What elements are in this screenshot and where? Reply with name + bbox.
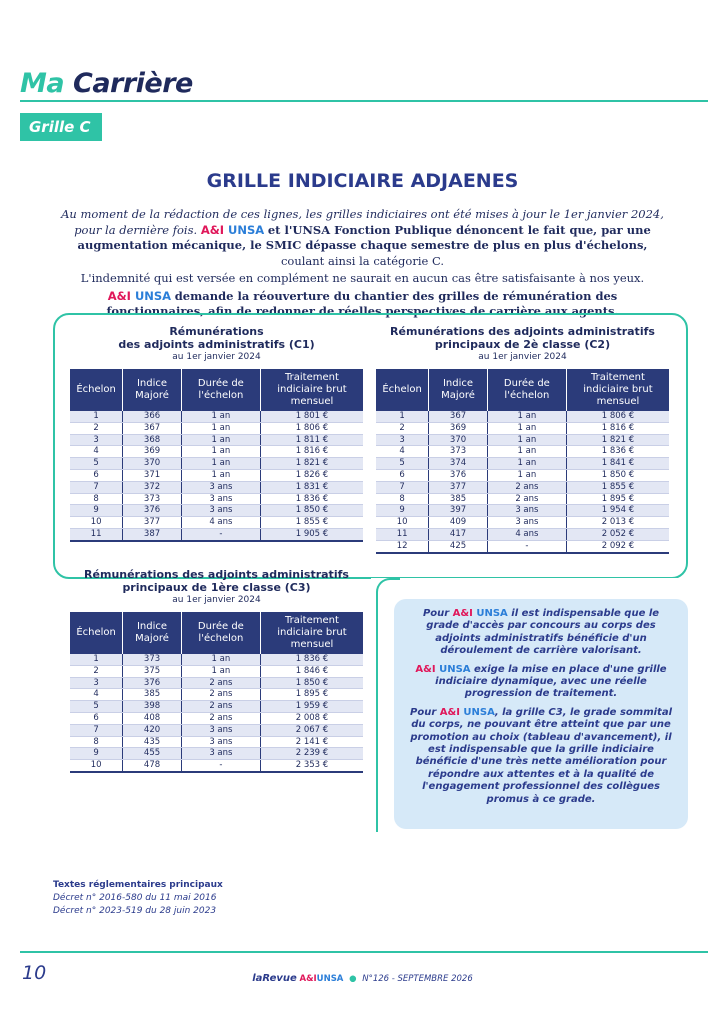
table-cell: 420 — [123, 724, 182, 736]
table-cell: - — [181, 760, 260, 772]
table-row — [70, 701, 363, 713]
table-cell: 373 — [429, 446, 488, 458]
table-row — [376, 528, 669, 540]
table-cell: 4 ans — [487, 528, 566, 540]
table-row — [70, 528, 363, 540]
table-cell: 7 — [70, 724, 123, 736]
table-row — [70, 458, 363, 470]
table-row — [376, 481, 669, 493]
table-cell: 1 — [376, 411, 429, 422]
table-cell: 2 141 € — [260, 736, 363, 748]
brand-logo-text: A&I UNSA — [439, 706, 495, 718]
table-row — [70, 469, 363, 481]
table-cell: 1 an — [487, 422, 566, 434]
table-cell: 2 239 € — [260, 748, 363, 760]
table-row — [70, 481, 363, 493]
table-cell: 2 ans — [181, 677, 260, 689]
brand-logo-text: A&I UNSA — [452, 608, 508, 619]
table-cell: 1 895 € — [566, 493, 669, 505]
table-c3 — [70, 612, 363, 773]
table-cell: 1 an — [181, 469, 260, 481]
table-cell: 2 353 € — [260, 760, 363, 772]
callout-paragraph-3: , la grille C3, le grade sommital du corps, ne pouvant être atteint que par une promotion au choix (tableau d'avancement), il est indispensable que la grille indiciaire bénéficie d'une très nette amélioration pour répondre aux attentes et à la qualité de l'engagement professionnel des collègues promus à ce grade. — [410, 706, 672, 805]
table-cell: 2 067 € — [260, 724, 363, 736]
table-cell: 1 905 € — [260, 528, 363, 540]
column-header: Échelon — [70, 369, 123, 411]
table-c2-block — [376, 325, 669, 554]
table-row — [70, 736, 363, 748]
table-cell: 1 850 € — [566, 469, 669, 481]
table-cell: 11 — [376, 528, 429, 540]
table-cell: 374 — [429, 458, 488, 470]
table-cell: 2 — [70, 422, 123, 434]
table-cell: 2 ans — [487, 481, 566, 493]
table-cell: 367 — [123, 422, 182, 434]
table-cell: 376 — [123, 505, 182, 517]
table-row — [376, 446, 669, 458]
table-cell: 1 an — [487, 458, 566, 470]
table-row — [70, 665, 363, 677]
table-cell: 10 — [70, 517, 123, 529]
table-c2-title: Rémunérations des adjoints administratifs principaux de 2è classe (C2) — [390, 325, 655, 351]
table-cell: 1 an — [487, 446, 566, 458]
table-cell: 2 ans — [181, 701, 260, 713]
column-header: Échelon — [376, 369, 429, 411]
table-cell: 2 092 € — [566, 540, 669, 552]
table-cell: 1 855 € — [260, 517, 363, 529]
table-cell: 397 — [429, 505, 488, 517]
table-cell: 3 — [70, 434, 123, 446]
table-cell: 3 ans — [487, 505, 566, 517]
table-cell: 1 — [70, 654, 123, 665]
table-cell: 3 ans — [181, 481, 260, 493]
table-cell: 1 an — [181, 458, 260, 470]
table-c3-block — [70, 568, 363, 773]
table-row — [70, 689, 363, 701]
table-row — [70, 712, 363, 724]
section-title-part2: Carrière — [73, 68, 193, 99]
table-c2-subtitle: au 1er janvier 2024 — [478, 352, 567, 362]
table-cell: 10 — [376, 517, 429, 529]
table-cell: 1 846 € — [260, 665, 363, 677]
table-cell: 398 — [123, 701, 182, 713]
column-header: Indice Majoré — [123, 612, 182, 654]
table-c1-subtitle: au 1er janvier 2024 — [172, 352, 261, 362]
footer-magazine — [0, 973, 725, 984]
table-row — [70, 411, 363, 422]
table-cell: 9 — [376, 505, 429, 517]
table-cell: 6 — [70, 469, 123, 481]
magazine-name: laRevue — [252, 973, 297, 984]
section-title — [20, 68, 193, 99]
table-row — [70, 748, 363, 760]
table-cell: 367 — [429, 411, 488, 422]
column-header: Indice Majoré — [123, 369, 182, 411]
table-row — [376, 411, 669, 422]
column-header: Durée de l'échelon — [181, 369, 260, 411]
intro-line3: L'indemnité qui est versée en complément ne saurait en aucun cas être satisfaisante à nos yeux. — [80, 271, 645, 285]
table-cell: 4 — [70, 446, 123, 458]
table-cell: 5 — [376, 458, 429, 470]
table-cell: 3 — [70, 677, 123, 689]
table-cell: 8 — [376, 493, 429, 505]
table-cell: 1 826 € — [260, 469, 363, 481]
table-cell: 1 an — [181, 411, 260, 422]
table-cell: 4 — [376, 446, 429, 458]
table-cell: 9 — [70, 748, 123, 760]
table-cell: 369 — [123, 446, 182, 458]
column-header: Indice Majoré — [429, 369, 488, 411]
table-cell: 1 954 € — [566, 505, 669, 517]
column-header: Traitement indiciaire brut mensuel — [260, 612, 363, 654]
table-cell: 2 013 € — [566, 517, 669, 529]
table-cell: 1 an — [181, 422, 260, 434]
table-cell: 1 821 € — [566, 434, 669, 446]
callout-box: Pour A&I UNSA il est indispensable que le grade d'accès par concours au corps des adjoints administratifs bénéficie d'un déroulement de carrière valorisant. A&I UNSA exige la mise en place d'une grille indiciaire dynamique, avec une réelle progression de traitement. Pour A&I UNSA, la grille C3, le grade sommital du corps, ne pouvant être atteint que par une promotion au choix (tableau d'avancement), il est indispensable que la grille indiciaire bénéficie d'une très nette amélioration pour répondre aux attentes et à la qualité de l'engagement professionnel des collègues promus à ce grade. — [394, 599, 688, 829]
table-c2 — [376, 369, 669, 554]
table-cell: 2 008 € — [260, 712, 363, 724]
table-cell: 1 an — [181, 446, 260, 458]
table-cell: 3 ans — [181, 724, 260, 736]
table-cell: 3 ans — [181, 493, 260, 505]
table-cell: 1 806 € — [260, 422, 363, 434]
table-cell: - — [181, 528, 260, 540]
table-row — [70, 422, 363, 434]
table-c3-subtitle: au 1er janvier 2024 — [172, 595, 261, 605]
table-cell: 1 an — [181, 434, 260, 446]
table-cell: 4 ans — [181, 517, 260, 529]
table-cell: 8 — [70, 493, 123, 505]
table-cell: 2 ans — [181, 712, 260, 724]
table-row — [376, 540, 669, 552]
table-cell: 4 — [70, 689, 123, 701]
table-cell: 368 — [123, 434, 182, 446]
section-badge: Grille C — [20, 113, 102, 141]
reference-item: Décret n° 2023-519 du 28 juin 2023 — [53, 906, 217, 916]
table-cell: 425 — [429, 540, 488, 552]
table-cell: 8 — [70, 736, 123, 748]
table-cell: 376 — [429, 469, 488, 481]
table-row — [376, 469, 669, 481]
table-row — [70, 505, 363, 517]
table-cell: 408 — [123, 712, 182, 724]
table-row — [70, 493, 363, 505]
table-cell: 12 — [376, 540, 429, 552]
table-cell: 366 — [123, 411, 182, 422]
callout-paragraph-2: exige la mise en place d'une grille indiciaire dynamique, avec une réelle progression de traitement. — [435, 663, 667, 700]
table-cell: 377 — [123, 517, 182, 529]
separator-dot: ● — [349, 974, 357, 984]
table-cell: 3 ans — [487, 517, 566, 529]
column-header: Échelon — [70, 612, 123, 654]
callout-paragraph-1: il est indispensable que le grade d'accès par concours au corps des adjoints administratifs bénéficie d'un déroulement de carrière valorisant. — [426, 608, 660, 657]
table-cell: 2 ans — [181, 689, 260, 701]
table-cell: 1 850 € — [260, 505, 363, 517]
table-cell: 373 — [123, 654, 182, 665]
table-row — [376, 517, 669, 529]
table-row — [70, 654, 363, 665]
table-cell: 9 — [70, 505, 123, 517]
table-row — [70, 434, 363, 446]
intro-line1: Au moment de la rédaction de ces lignes, les grilles indiciaires ont été mises à jour le 1er janvier 2024, — [61, 207, 664, 221]
table-cell: 409 — [429, 517, 488, 529]
table-cell: 372 — [123, 481, 182, 493]
table-cell: 3 ans — [181, 736, 260, 748]
page-title: GRILLE INDICIAIRE ADJAENES — [206, 170, 519, 192]
table-cell: 1 850 € — [260, 677, 363, 689]
table-cell: 1 836 € — [260, 493, 363, 505]
brand-logo-text: A&I UNSA — [200, 222, 265, 237]
table-cell: 1 836 € — [260, 654, 363, 665]
table-cell: 1 816 € — [566, 422, 669, 434]
column-header: Durée de l'échelon — [181, 612, 260, 654]
table-cell: 371 — [123, 469, 182, 481]
table-cell: 478 — [123, 760, 182, 772]
table-cell: 370 — [123, 458, 182, 470]
column-header: Traitement indiciaire brut mensuel — [260, 369, 363, 411]
footer-divider — [20, 951, 708, 953]
table-cell: 6 — [70, 712, 123, 724]
table-cell: 385 — [429, 493, 488, 505]
column-header: Traitement indiciaire brut mensuel — [566, 369, 669, 411]
table-cell: - — [487, 540, 566, 552]
references — [53, 879, 223, 918]
header-divider — [20, 100, 708, 102]
table-c1-title: Rémunérations des adjoints administratifs (C1) — [118, 325, 315, 351]
table-cell: 1 — [70, 411, 123, 422]
table-cell: 387 — [123, 528, 182, 540]
brand-logo-text: A&IUNSA — [299, 974, 344, 984]
table-cell: 1 an — [487, 434, 566, 446]
table-cell: 376 — [123, 677, 182, 689]
reference-item: Décret n° 2016-580 du 11 mai 2016 — [53, 893, 217, 903]
table-cell: 377 — [429, 481, 488, 493]
references-title: Textes réglementaires principaux — [53, 880, 223, 890]
table-cell: 370 — [429, 434, 488, 446]
table-cell: 455 — [123, 748, 182, 760]
table-cell: 7 — [70, 481, 123, 493]
table-cell: 2 ans — [487, 493, 566, 505]
table-cell: 5 — [70, 701, 123, 713]
table-cell: 1 895 € — [260, 689, 363, 701]
table-row — [70, 517, 363, 529]
table-row — [70, 446, 363, 458]
table-c3-title: Rémunérations des adjoints administratifs principaux de 1ère classe (C3) — [84, 568, 349, 594]
table-cell: 3 ans — [181, 748, 260, 760]
table-cell: 2 — [70, 665, 123, 677]
intro-line2-italic: pour la dernière fois. — [74, 222, 198, 237]
table-row — [376, 505, 669, 517]
table-cell: 2 052 € — [566, 528, 669, 540]
table-cell: 1 806 € — [566, 411, 669, 422]
table-cell: 1 959 € — [260, 701, 363, 713]
intro-paragraph — [60, 207, 665, 320]
table-row — [70, 724, 363, 736]
table-cell: 1 836 € — [566, 446, 669, 458]
table-cell: 6 — [376, 469, 429, 481]
table-cell: 417 — [429, 528, 488, 540]
intro-line4: demande la réouverture du chantier des grilles de rémunération des fonctionnaires, afin de redonner de réelles perspectives de carrière aux agents. — [106, 288, 619, 318]
table-cell: 1 831 € — [260, 481, 363, 493]
table-cell: 373 — [123, 493, 182, 505]
table-cell: 5 — [70, 458, 123, 470]
table-cell: 1 816 € — [260, 446, 363, 458]
issue-info: N°126 - SEPTEMBRE 2026 — [362, 974, 473, 984]
table-row — [70, 760, 363, 772]
column-header: Durée de l'échelon — [487, 369, 566, 411]
table-cell: 1 821 € — [260, 458, 363, 470]
table-row — [376, 422, 669, 434]
table-cell: 369 — [429, 422, 488, 434]
table-cell: 7 — [376, 481, 429, 493]
table-cell: 1 an — [181, 654, 260, 665]
table-c1 — [70, 369, 363, 542]
section-title-part1: Ma — [20, 68, 65, 99]
table-cell: 1 an — [487, 411, 566, 422]
table-cell: 1 an — [181, 665, 260, 677]
table-cell: 1 855 € — [566, 481, 669, 493]
table-cell: 1 811 € — [260, 434, 363, 446]
table-cell: 2 — [376, 422, 429, 434]
brand-logo-text: A&I UNSA — [107, 288, 172, 303]
table-cell: 3 ans — [181, 505, 260, 517]
table-cell: 3 — [376, 434, 429, 446]
table-row — [376, 493, 669, 505]
table-cell: 375 — [123, 665, 182, 677]
brand-logo-text: A&I UNSA — [415, 663, 471, 675]
table-cell: 385 — [123, 689, 182, 701]
table-row — [376, 458, 669, 470]
table-cell: 435 — [123, 736, 182, 748]
intro-line2-end: coulant ainsi la catégorie C. — [280, 253, 445, 268]
table-cell: 10 — [70, 760, 123, 772]
intro-line2-bold: et l'UNSA Fonction Publique dénoncent le fait que, par une augmentation mécanique, le SMIC dépasse chaque semestre de plus en plus d'échelons, — [77, 222, 651, 252]
table-cell: 1 841 € — [566, 458, 669, 470]
table-row — [376, 434, 669, 446]
table-cell: 11 — [70, 528, 123, 540]
table-row — [70, 677, 363, 689]
page-number: 10 — [22, 962, 47, 984]
table-cell: 1 an — [487, 469, 566, 481]
table-c1-block — [70, 325, 363, 542]
table-cell: 1 801 € — [260, 411, 363, 422]
